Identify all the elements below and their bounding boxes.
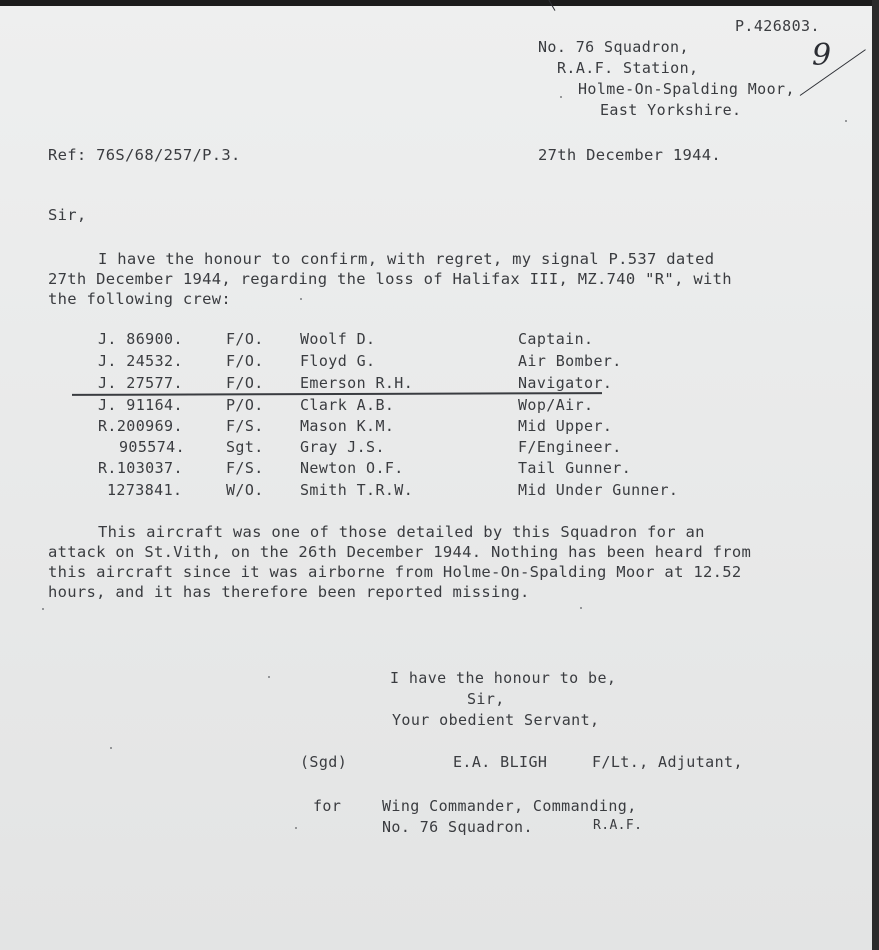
address-line: East Yorkshire. bbox=[600, 101, 742, 119]
service-number: R.200969. bbox=[98, 417, 183, 435]
rank: P/O. bbox=[226, 396, 264, 414]
crew-name: Smith T.R.W. bbox=[300, 481, 414, 499]
scan-edge-top bbox=[0, 0, 879, 6]
service-number: R.103037. bbox=[98, 459, 183, 477]
crew-role: F/Engineer. bbox=[518, 438, 622, 456]
rank: F/S. bbox=[226, 459, 264, 477]
scan-speck bbox=[580, 607, 582, 609]
paragraph-line: the following crew: bbox=[48, 290, 232, 308]
paragraph-line: I have the honour to confirm, with regret, my signal P.537 dated bbox=[98, 250, 715, 268]
crew-role: Wop/Air. bbox=[518, 396, 594, 414]
rank: W/O. bbox=[226, 481, 264, 499]
crew-name: Mason K.M. bbox=[300, 417, 395, 435]
paragraph-line: attack on St.Vith, on the 26th December 1944. Nothing has been heard from bbox=[48, 543, 752, 561]
address-line: R.A.F. Station, bbox=[557, 59, 699, 77]
rank: F/O. bbox=[226, 352, 264, 370]
signed-marker: (Sgd) bbox=[300, 753, 348, 771]
crew-name: Emerson R.H. bbox=[300, 374, 414, 392]
raf-label: R.A.F. bbox=[593, 818, 643, 833]
crew-name: Newton O.F. bbox=[300, 459, 404, 477]
pen-stroke bbox=[800, 49, 866, 96]
service-number: J. 24532. bbox=[98, 352, 183, 370]
scan-speck bbox=[845, 120, 847, 122]
letter-date: 27th December 1944. bbox=[538, 146, 722, 164]
squadron-line: No. 76 Squadron. bbox=[382, 818, 533, 836]
paragraph-line: 27th December 1944, regarding the loss of Halifax III, MZ.740 "R", with bbox=[48, 270, 732, 288]
service-number: J. 91164. bbox=[98, 396, 183, 414]
paragraph-line: hours, and it has therefore been reported missing. bbox=[48, 583, 530, 601]
paragraph-line: this aircraft since it was airborne from Holme-On-Spalding Moor at 12.52 bbox=[48, 563, 742, 581]
folio-number: 9 bbox=[812, 38, 832, 73]
scan-speck bbox=[268, 676, 270, 678]
commander-line: Wing Commander, Commanding, bbox=[382, 797, 637, 815]
crew-role: Captain. bbox=[518, 330, 594, 348]
closing-line: I have the honour to be, bbox=[390, 669, 617, 687]
address-line: Holme-On-Spalding Moor, bbox=[578, 80, 795, 98]
crew-name: Woolf D. bbox=[300, 330, 376, 348]
crew-role: Air Bomber. bbox=[518, 352, 622, 370]
crew-name: Floyd G. bbox=[300, 352, 376, 370]
salutation: Sir, bbox=[48, 206, 87, 224]
closing-line: Your obedient Servant, bbox=[392, 711, 600, 729]
reference-line: Ref: 76S/68/257/P.3. bbox=[48, 146, 241, 164]
rank: F/O. bbox=[226, 374, 264, 392]
crew-name: Clark A.B. bbox=[300, 396, 395, 414]
signatory-name: E.A. BLIGH bbox=[453, 753, 548, 771]
crew-role: Tail Gunner. bbox=[518, 459, 632, 477]
service-number: J. 27577. bbox=[98, 374, 183, 392]
rank: F/O. bbox=[226, 330, 264, 348]
scan-speck bbox=[42, 608, 44, 610]
rank: F/S. bbox=[226, 417, 264, 435]
crew-role: Navigator. bbox=[518, 374, 613, 392]
scan-speck bbox=[560, 96, 562, 98]
crew-name: Gray J.S. bbox=[300, 438, 385, 456]
scan-speck bbox=[295, 827, 297, 829]
scan-speck bbox=[300, 298, 302, 300]
for-label: for bbox=[313, 797, 342, 815]
scan-edge-right bbox=[872, 0, 879, 950]
crew-role: Mid Upper. bbox=[518, 417, 613, 435]
closing-line: Sir, bbox=[467, 690, 505, 708]
scan-speck bbox=[110, 747, 112, 749]
service-number: J. 86900. bbox=[98, 330, 183, 348]
address-line: No. 76 Squadron, bbox=[538, 38, 689, 56]
service-number: 1273841. bbox=[107, 481, 183, 499]
crew-role: Mid Under Gunner. bbox=[518, 481, 679, 499]
service-number: 905574. bbox=[119, 438, 186, 456]
rank: Sgt. bbox=[226, 438, 264, 456]
paragraph-line: This aircraft was one of those detailed by this Squadron for an bbox=[98, 523, 705, 541]
signatory-title: F/Lt., Adjutant, bbox=[592, 753, 743, 771]
file-reference: P.426803. bbox=[735, 17, 820, 35]
